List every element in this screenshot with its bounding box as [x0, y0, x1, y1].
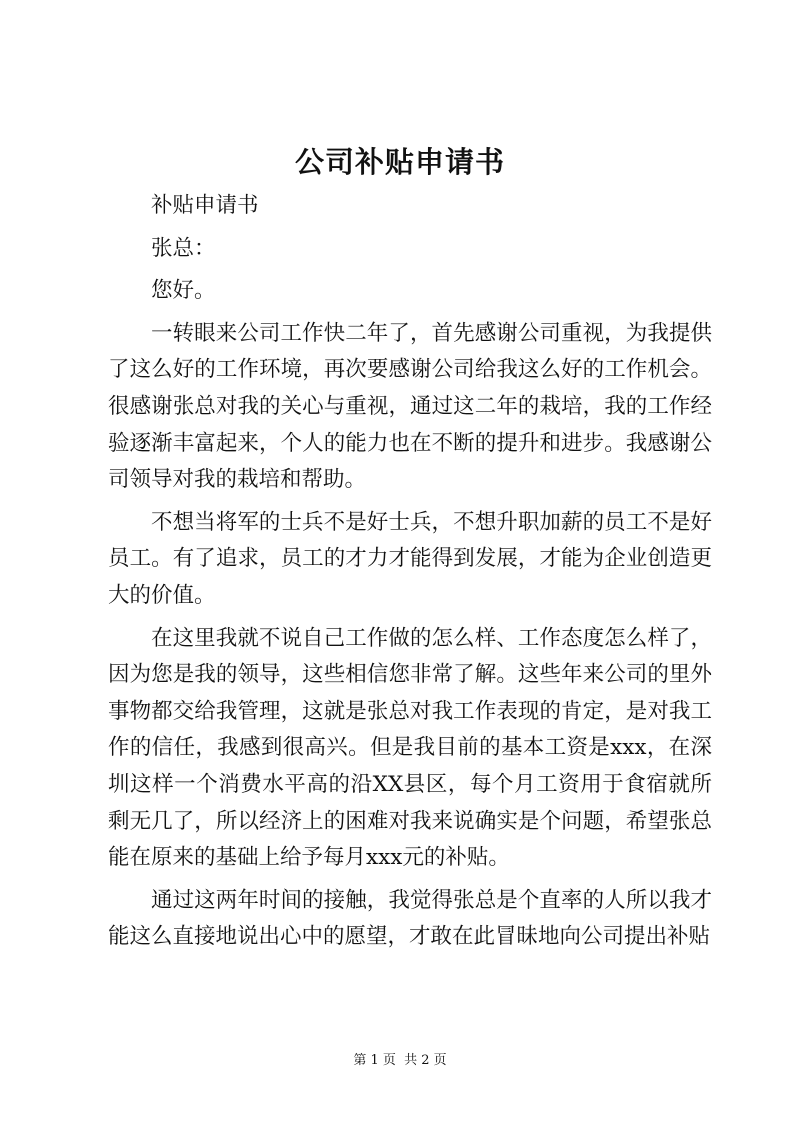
paragraph-body-2: 不想当将军的士兵不是好士兵，不想升职加薪的员工不是好员工。有了追求，员工的才力才能得到发展，才能为企业创造更大的价值。	[108, 509, 712, 608]
paragraph-body-3: 在这里我就不说自己工作做的怎么样、工作态度怎么样了，因为您是我的领导，这些相信您非常了解。这些年来公司的里外事物都交给我管理，这就是张总对我工作表现的肯定，是对我工作的信任，我感到很高兴。但是我目前的基本工资是xxx，在深圳这样一个消费水平高的沿XX县区，每个月工资用于食宿就所剩无几了，所以经济上的困难对我来说确实是个问题，希望张总能在原来的基础上给予每月xxx元的补贴。	[108, 625, 712, 871]
paragraph-salutation: 张总：	[151, 235, 216, 261]
page-number: 第 1 页	[353, 1053, 396, 1068]
paragraph-body-1: 一转眼来公司工作快二年了，首先感谢公司重视，为我提供了这么好的工作环境，再次要感谢公司给我这么好的工作机会。很感谢张总对我的关心与重视，通过这二年的栽培，我的工作经验逐渐丰富起来，个人的能力也在不断的提升和进步。我感谢公司领导对我的栽培和帮助。	[108, 320, 712, 493]
paragraph-heading: 补贴申请书	[151, 193, 259, 218]
document-body	[108, 188, 712, 962]
paragraph-greeting: 您好。	[151, 278, 216, 304]
page-total: 共 2 页	[404, 1053, 447, 1068]
page-footer	[0, 1049, 800, 1068]
document-title: 公司补贴申请书	[294, 145, 505, 179]
paragraph-body-4: 通过这两年时间的接触，我觉得张总是个直率的人所以我才能这么直接地说出心中的愿望，才敢在此冒昧地向公司提出补贴	[108, 887, 712, 950]
